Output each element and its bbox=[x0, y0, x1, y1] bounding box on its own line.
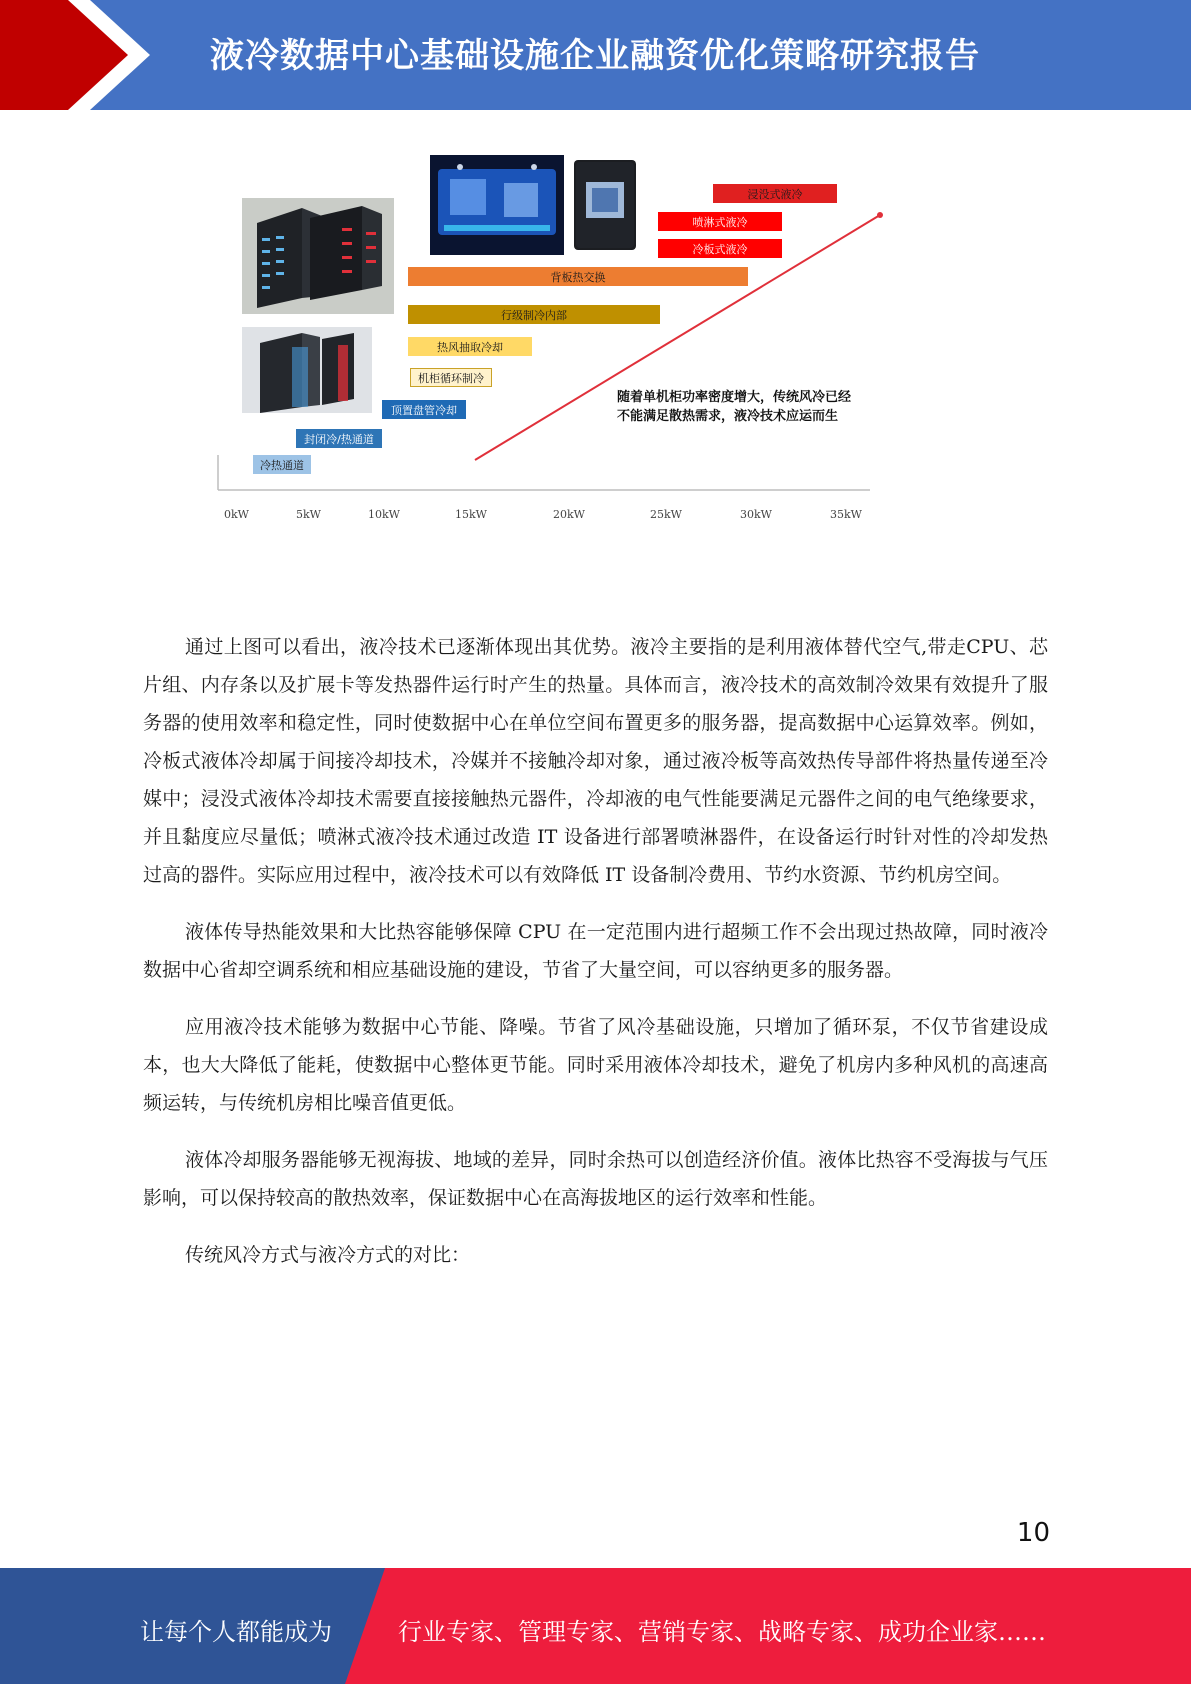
x-tick-label: 35kW bbox=[830, 508, 862, 521]
cold-plate-photo bbox=[430, 155, 564, 255]
paragraph: 通过上图可以看出，液冷技术已逐渐体现出其优势。液冷主要指的是利用液体替代空气,带走CPU、芯片组、内存条以及扩展卡等发热器件运行时产生的热量。具体而言，液冷技术的高效制冷效果有效提升了服务器的使用效率和稳定性，同时使数据中心在单位空间布置更多的服务器，提高数据中心运算效率。例如，冷板式液体冷却属于间接冷却技术，冷媒并不接触冷却对象，通过液冷板等高效热传导部件将热量传递至冷媒中；浸没式液体冷却技术需要直接接触热元器件，冷却液的电气性能要满足元器件之间的电气绝缘要求，并且黏度应尽量低；喷淋式液冷技术通过改造 IT 设备进行部署喷淋器件，在设备运行时针对性的冷却发热过高的器件。实际应用过程中，液冷技术可以有效降低 IT 设备制冷费用、节约水资源、节约机房空间。 bbox=[143, 636, 1048, 886]
x-tick-label: 20kW bbox=[553, 508, 585, 521]
page-number: 10 bbox=[1016, 1518, 1050, 1548]
bar-cabinet-circulation: 机柜循环制冷 bbox=[410, 368, 492, 387]
x-tick-label: 30kW bbox=[740, 508, 772, 521]
report-title: 液冷数据中心基础设施企业融资优化策略研究报告 bbox=[210, 36, 980, 76]
footer-slogan-right: 行业专家、管理专家、营销专家、战略专家、成功企业家…… bbox=[398, 1618, 1046, 1646]
x-tick-label: 0kW bbox=[224, 508, 249, 521]
bar-cold-plate-liquid: 冷板式液冷 bbox=[658, 239, 782, 258]
bar-overhead-coil: 顶置盘管冷却 bbox=[382, 400, 466, 419]
immersion-tank-photo bbox=[574, 160, 636, 250]
data-center-room-photo bbox=[242, 327, 372, 413]
bar-immersion-liquid: 浸没式液冷 bbox=[713, 184, 837, 203]
paragraph: 液体冷却服务器能够无视海拔、地域的差异，同时余热可以创造经济价值。液体比热容不受海拔与气压影响，可以保持较高的散热效率，保证数据中心在高海拔地区的运行效率和性能。 bbox=[143, 1149, 1048, 1209]
bar-spray-liquid: 喷淋式液冷 bbox=[658, 212, 782, 231]
bar-rear-door-exchange: 背板热交换 bbox=[408, 267, 748, 286]
footer-slogan-left: 让每个人都能成为 bbox=[140, 1618, 332, 1646]
server-rack-photo bbox=[242, 198, 394, 314]
x-tick-label: 25kW bbox=[650, 508, 682, 521]
paragraph: 应用液冷技术能够为数据中心节能、降噪。节省了风冷基础设施，只增加了循环泵，不仅节省建设成本，也大大降低了能耗，使数据中心整体更节能。同时采用液体冷却技术，避免了机房内多种风机的高速高频运转，与传统机房相比噪音值更低。 bbox=[143, 1016, 1048, 1114]
x-tick-label: 15kW bbox=[455, 508, 487, 521]
x-tick-label: 5kW bbox=[296, 508, 321, 521]
bar-row-level-cooling: 行级制冷内部 bbox=[408, 305, 660, 324]
bar-hot-air-extraction: 热风抽取冷却 bbox=[408, 337, 532, 356]
paragraph: 液体传导热能效果和大比热容能够保障 CPU 在一定范围内进行超频工作不会出现过热故障，同时液冷数据中心省却空调系统和相应基础设施的建设，节省了大量空间，可以容纳更多的服务器。 bbox=[143, 921, 1048, 981]
x-tick-label: 10kW bbox=[368, 508, 400, 521]
bar-enclosed-aisle: 封闭冷/热通道 bbox=[296, 429, 382, 448]
figure-annotation: 随着单机柜功率密度增大，传统风冷已经 不能满足散热需求，液冷技术应运而生 bbox=[617, 390, 852, 424]
paragraph: 传统风冷方式与液冷方式的对比： bbox=[185, 1244, 471, 1266]
bar-hot-cold-aisle: 冷热通道 bbox=[253, 455, 311, 474]
body-text bbox=[143, 628, 1048, 1293]
